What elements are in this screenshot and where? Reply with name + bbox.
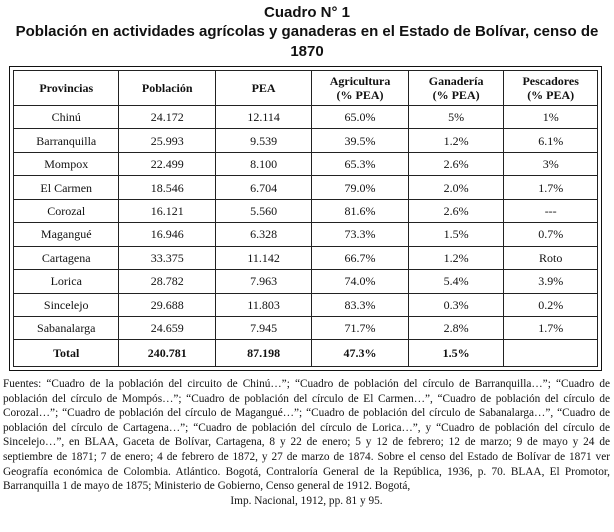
header-poblacion: Población xyxy=(119,71,215,106)
table-total-row: Total 240.781 87.198 47.3% 1.5% xyxy=(14,340,598,367)
sources-text: Fuentes: “Cuadro de la población del circuito de Chinú…”; “Cuadro de población del círculo de Barranquilla…”; “Cuadro de población del círculo de Mompós…”; “Cuadro de población del círculo de El Carmen…”, “Cuadro de población del círculo de Corozal…”; “Cuadro de población del círculo de Magangué…”; “Cuadro de población del círculo de Sabanalarga…”, “Cuadro de población del círculo de Cartagena…”; “Cuadro de población del círculo de Lorica…”, y “Cuadro de población del círculo de Sincelejo…”, en BLAA, Gaceta de Bolívar, Cartagena, 8 y 22 de enero; 5 y 12 de febrero; 12 de marzo; 9 de mayo y 24 de septiembre de 1871; 7 de enero; 4 de febrero de 1872, y 27 de marzo de 1874. Sobre el censo del Estado de Bolívar de 1871 ver Geografía económica de Colombia. Atlántico. Bogotá, Contraloría General de la República, 1936, p. 70. BLAA, El Promotor, Barranquilla 1 de mayo de 1875; Ministerio de Gobierno, Censo general de 1912. Bogotá, xyxy=(3,378,610,493)
table-row: Corozal 16.121 5.560 81.6% 2.6% --- xyxy=(14,199,598,222)
table-row: Sabanalarga 24.659 7.945 71.7% 2.8% 1.7% xyxy=(14,316,598,339)
sources-last-line: Imp. Nacional, 1912, pp. 81 y 95. xyxy=(230,494,383,507)
table-frame xyxy=(9,66,602,371)
page-subtitle: Población en actividades agrícolas y ganaderas en el Estado de Bolívar, censo de 1870 xyxy=(15,23,599,60)
table-row: Magangué 16.946 6.328 73.3% 1.5% 0.7% xyxy=(14,223,598,246)
table-row: Cartagena 33.375 11.142 66.7% 1.2% Roto xyxy=(14,246,598,269)
page-title: Cuadro N° 1 xyxy=(263,4,350,21)
header-agricultura: Agricultura (% PEA) xyxy=(312,71,409,106)
sources-note xyxy=(3,377,610,508)
header-pea: PEA xyxy=(215,71,311,106)
table-row: Lorica 28.782 7.963 74.0% 5.4% 3.9% xyxy=(14,270,598,293)
table-row: Chinú 24.172 12.114 65.0% 5% 1% xyxy=(14,106,598,129)
header-provincias: Provincias xyxy=(14,71,119,106)
population-table xyxy=(13,70,598,367)
title-block xyxy=(0,3,614,62)
table-row: Barranquilla 25.993 9.539 39.5% 1.2% 6.1% xyxy=(14,129,598,152)
table-row: Mompox 22.499 8.100 65.3% 2.6% 3% xyxy=(14,152,598,175)
table-row: El Carmen 18.546 6.704 79.0% 2.0% 1.7% xyxy=(14,176,598,199)
table-row: Sincelejo 29.688 11.803 83.3% 0.3% 0.2% xyxy=(14,293,598,316)
header-pescadores: Pescadores (% PEA) xyxy=(504,71,598,106)
table-header-row xyxy=(14,71,598,106)
header-ganaderia: Ganadería (% PEA) xyxy=(408,71,504,106)
